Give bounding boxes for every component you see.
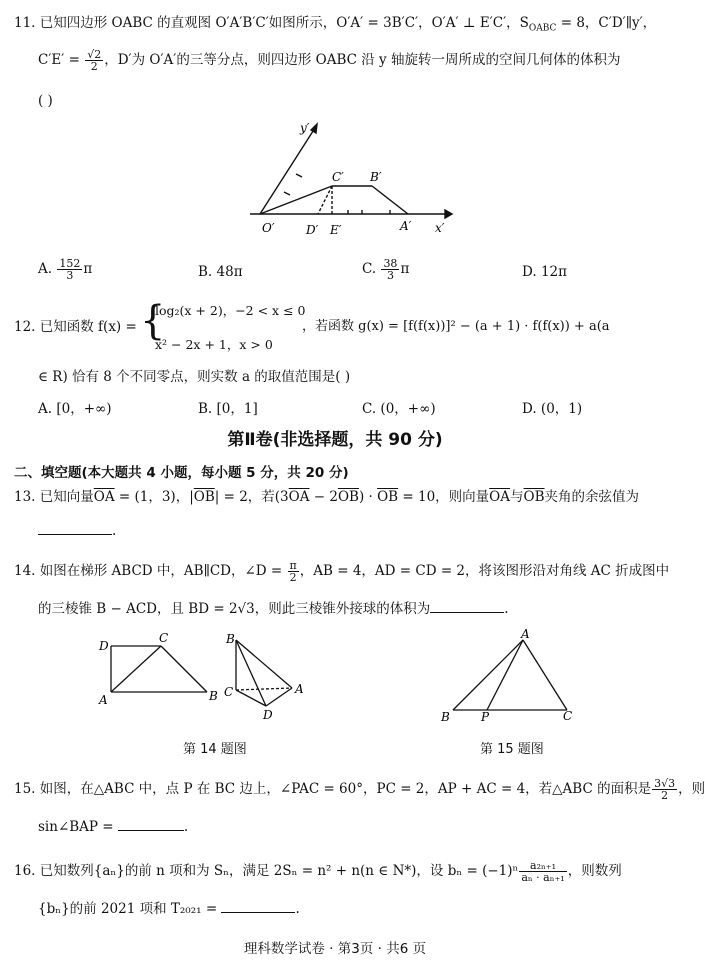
q13-line1 — [14, 488, 639, 506]
caption-fig15: 第 15 题图 — [480, 742, 544, 757]
q14-line2-text: 的三棱锥 B − ACD，且 BD = 2√3，则此三棱锥外接球的体积为 — [38, 601, 431, 617]
q14-post: ，AB = 4，AD = CD = 2，将该图形沿对角线 AC 折成图中 — [299, 563, 670, 579]
q11-line1-tail: = 8，C′D′∥y′， — [556, 15, 657, 31]
q13-text-f: = 10，则向量 — [398, 489, 490, 505]
q13-answer-blank[interactable] — [38, 522, 112, 535]
frac-num: 3√3 — [654, 777, 676, 790]
q16-line1 — [14, 860, 622, 883]
option-fraction — [57, 258, 82, 281]
q14-line1 — [14, 560, 669, 583]
q14-pre: 14. 如图在梯形 ABCD 中，AB∥CD，∠D = — [14, 563, 287, 579]
q12-case1: log₂(x + 2)，−2 < x ≤ 0 — [155, 303, 306, 318]
segment-ap — [487, 640, 523, 710]
label-x: x′ — [435, 221, 445, 235]
label-c: C′ — [332, 170, 344, 184]
label-p: P — [481, 710, 490, 724]
q13-text-h: 夹角的余弦值为 — [544, 489, 639, 505]
label-c: C — [563, 709, 573, 723]
label-b: B — [209, 689, 218, 703]
vector-oa: $\overline{OA}$ — [489, 489, 510, 505]
frac-den: aₙ · aₙ₊₁ — [521, 871, 565, 884]
q15-answer-blank[interactable] — [118, 818, 184, 831]
q13-text-c: | = 2，若(3 — [214, 489, 289, 505]
q15-post: ，则 — [678, 781, 705, 797]
side-ba — [372, 186, 408, 214]
q12-option-a: A. [0，+∞) — [38, 401, 112, 417]
option-letter: C. — [362, 261, 377, 277]
q11-frac-den: 2 — [90, 60, 98, 73]
diagonal-ac — [111, 646, 161, 692]
q13-text-e: ) · — [358, 489, 378, 505]
vector-ob: $\overline{OB}$ — [523, 489, 545, 505]
option-tail: π — [83, 261, 93, 277]
q11-option-b — [198, 264, 243, 280]
q13-text-b: = (1，3)，| — [114, 489, 194, 505]
option-tail: π — [400, 261, 410, 277]
side-ac — [523, 640, 567, 710]
q12-case2: x² − 2x + 1，x > 0 — [155, 337, 273, 352]
q12-line2: ∈ R) 恰有 8 个不同零点，则实数 a 的取值范围是( ) — [38, 369, 351, 385]
label-c: C — [159, 631, 169, 645]
label-a: A′ — [400, 219, 412, 233]
q15-line2 — [38, 818, 188, 836]
fig14-tetrahedron — [222, 630, 312, 722]
label-b: B′ — [370, 170, 382, 184]
frac-den: 3 — [386, 269, 394, 282]
frac-den: 2 — [661, 789, 669, 802]
side-cb — [161, 646, 207, 692]
label-a: A — [99, 693, 108, 707]
option-letter: B. — [198, 264, 213, 280]
edge-ba — [236, 640, 292, 688]
option-letter: D. — [522, 264, 537, 280]
q12-option-c: C. (0，+∞) — [362, 401, 436, 417]
frac-den: 3 — [66, 269, 74, 282]
frac-den: 2 — [289, 571, 297, 584]
y-axis-tick — [296, 174, 302, 177]
label-c: C — [224, 685, 234, 699]
q15-fraction — [652, 778, 677, 801]
side-ab — [453, 640, 523, 710]
q16-pre: 16. 已知数列{aₙ}的前 n 项和为 Sₙ，满足 2Sₙ = n² + n(n ∈ N*)，设 bₙ = (−1)ⁿ — [14, 863, 519, 879]
q11-line2-pre: C′E′ = — [38, 52, 85, 68]
q16-line2-text: {bₙ}的前 2021 项和 T₂₀₂₁ = — [38, 901, 222, 917]
q13-text-g: 与 — [510, 489, 524, 505]
option-text: 12π — [540, 264, 567, 280]
q12-option-b: B. [0，1] — [198, 401, 258, 417]
q11-figure — [240, 118, 460, 243]
option-fraction — [381, 258, 399, 281]
q13-text-a: 13. 已知向量 — [14, 489, 94, 505]
frac-num: 152 — [59, 257, 81, 270]
fig14-trapezoid — [95, 632, 225, 712]
vector-ob: $\overline{OB}$ — [377, 489, 399, 505]
section-fill-in: 二、填空题(本大题共 4 小题，每小题 5 分，共 20 分) — [14, 465, 349, 481]
q12-brace: { — [140, 298, 166, 344]
q14-answer-blank[interactable] — [430, 600, 504, 613]
label-d: D — [263, 708, 273, 722]
vector-ob: $\overline{OB}$ — [193, 489, 215, 505]
q14-fraction — [288, 560, 299, 583]
fig15-triangle — [435, 626, 585, 726]
q14-line2 — [38, 600, 509, 618]
edge-ca — [236, 688, 292, 690]
label-o: O′ — [262, 221, 275, 235]
label-d: D — [99, 639, 109, 653]
q11-option-c — [362, 258, 409, 281]
q11-line2 — [38, 49, 620, 72]
q14-tail: . — [504, 601, 509, 617]
q16-answer-blank[interactable] — [221, 900, 295, 913]
q16-fraction — [519, 860, 566, 883]
q15-line2-text: sin∠BAP = — [38, 819, 118, 835]
q12-post: ，若函数 g(x) = [f(f(x))]² − (a + 1) · f(f(x)) + a(a — [302, 319, 610, 334]
q12-pre: 12. 已知函数 f(x) = — [14, 319, 137, 335]
q11-option-d — [522, 264, 567, 280]
x-axis-arrow — [445, 210, 452, 218]
q15-line1 — [14, 778, 705, 801]
frac-num: a₂ₙ₊₁ — [519, 860, 566, 872]
y-axis — [260, 128, 315, 214]
caption-fig14: 第 14 题图 — [183, 742, 247, 757]
option-letter: A. — [38, 261, 53, 277]
q11-line1 — [14, 14, 656, 38]
label-e: E′ — [330, 223, 342, 237]
frac-num: 38 — [383, 257, 398, 270]
side-oc — [260, 186, 332, 214]
q16-line2 — [38, 900, 300, 918]
edge-bd — [236, 640, 266, 706]
label-b: B — [441, 710, 450, 724]
q11-line1-sub: OABC — [528, 23, 557, 34]
q11-frac-num: √2 — [87, 48, 102, 61]
q16-post: ，则数列 — [567, 863, 622, 879]
q15-tail: . — [183, 819, 189, 835]
q12-option-d: D. (0，1) — [522, 401, 583, 417]
edge-da — [266, 688, 292, 706]
q11-answer-paren: ( ) — [38, 93, 53, 109]
vector-oa: $\overline{OA}$ — [93, 489, 115, 505]
vector-ob: $\overline{OB}$ — [337, 489, 359, 505]
q13-text-d: − 2 — [309, 489, 338, 505]
q15-pre: 15. 如图，在△ABC 中，点 P 在 BC 边上，∠PAC = 60°，PC = 2，AP + AC = 4，若△ABC 的面积是 — [14, 781, 652, 797]
option-text: 48π — [216, 264, 243, 280]
frac-num: π — [289, 559, 297, 572]
label-a: A — [521, 627, 530, 641]
q11-line2-post: ，D′为 O′A′的三等分点，则四边形 OABC 沿 y 轴旋转一周所成的空间几何体的体积为 — [104, 52, 621, 68]
q11-fraction — [85, 49, 103, 72]
q16-tail: . — [295, 901, 300, 917]
y-axis-tick — [284, 192, 290, 195]
q13-tail: . — [112, 523, 117, 539]
label-b: B — [226, 632, 235, 646]
q11-line1-text: 11. 已知四边形 OABC 的直观图 O′A′B′C′如图所示，O′A′ = 3B′C′，O′A′ ⊥ E′C′，S — [14, 15, 529, 31]
q13-line2 — [38, 522, 116, 540]
edge-cd — [236, 690, 266, 706]
page-footer: 理科数学试卷 · 第3页 · 共6 页 — [243, 941, 427, 957]
label-d: D′ — [306, 223, 319, 237]
vector-oa: $\overline{OA}$ — [288, 489, 310, 505]
q11-option-a — [38, 258, 92, 281]
label-a: A — [295, 682, 304, 696]
part2-title: 第Ⅱ卷(非选择题，共 90 分) — [227, 430, 443, 450]
label-y: y′ — [300, 121, 310, 135]
